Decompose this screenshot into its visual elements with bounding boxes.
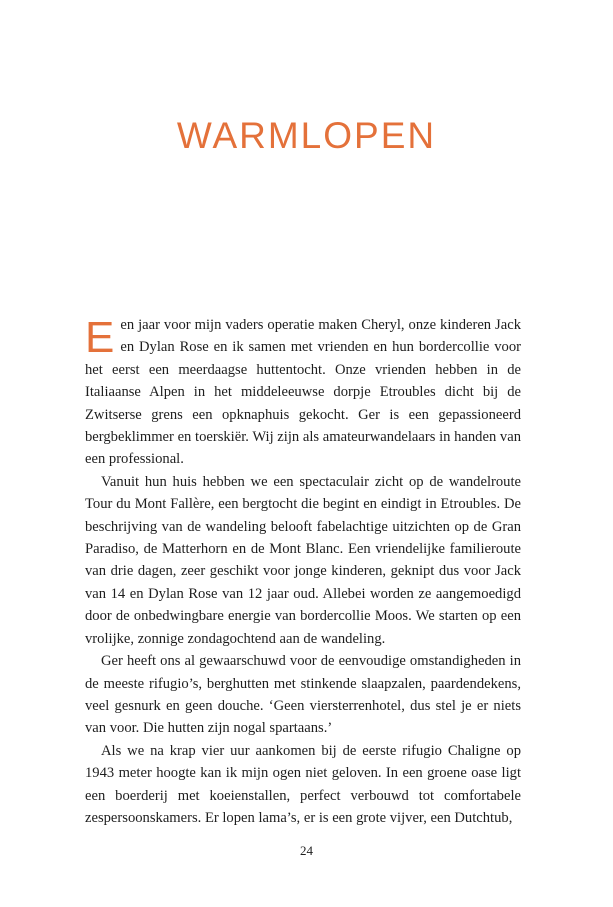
page-number: 24: [300, 843, 313, 858]
paragraph-1: [85, 314, 521, 471]
drop-cap: E: [85, 313, 115, 362]
paragraph-3: Ger heeft ons al gewaarschuwd voor de eenvoudige omstandigheden in de meeste rifugio’s, berghutten met stinkende slaapzalen, paardendekens, veel gesnurk en geen douche. ‘Geen viersterrenhotel, dus stel je er niets van voor. Die hutten zijn nogal spartaans.’: [85, 653, 521, 737]
body-text: [85, 314, 521, 829]
paragraph-1-text: en jaar voor mijn vaders operatie maken Cheryl, onze kinderen Jack en Dylan Rose en ik samen met vrienden en hun bordercollie voor het eerst een meerdaagse huttentocht. Onze vrienden hebben in de Italiaanse Alpen in het middeleeuwse dorpje Etroubles dicht bij de Zwitserse grens een opknaphuis gekocht. Ger is een gepassioneerd bergbeklimmer en toerskiër. Wij zijn als amateurwandelaars in handen van een professional.: [85, 317, 521, 468]
paragraph-4: Als we na krap vier uur aankomen bij de eerste rifugio Chaligne op 1943 meter hoogte kan ik mijn ogen niet geloven. In een groene oase ligt een boerderij met koeienstallen, perfect verbouwd tot comfortabele zespersoonskamers. Er lopen lama’s, er is een grote vijver, een Dutchtub,: [85, 742, 521, 826]
chapter-title: WARMLOPEN: [176, 115, 437, 156]
paragraph-2: Vanuit hun huis hebben we een spectaculair zicht op de wandelroute Tour du Mont Fallère, een bergtocht die begint en eindigt in Etroubles. De beschrijving van de wandeling belooft fabelachtige uitzichten op de Gran Paradiso, de Matterhorn en de Mont Blanc. Een vriendelijke familieroute van drie dagen, zeer geschikt voor jonge kinderen, geknipt dus voor Jack van 14 en Dylan Rose van 12 jaar oud. Allebei worden ze aangemoedigd door de onbedwingbare energie van bordercollie Moos. We starten op een vrolijke, zonnige zondagochtend aan de wandeling.: [85, 473, 521, 647]
